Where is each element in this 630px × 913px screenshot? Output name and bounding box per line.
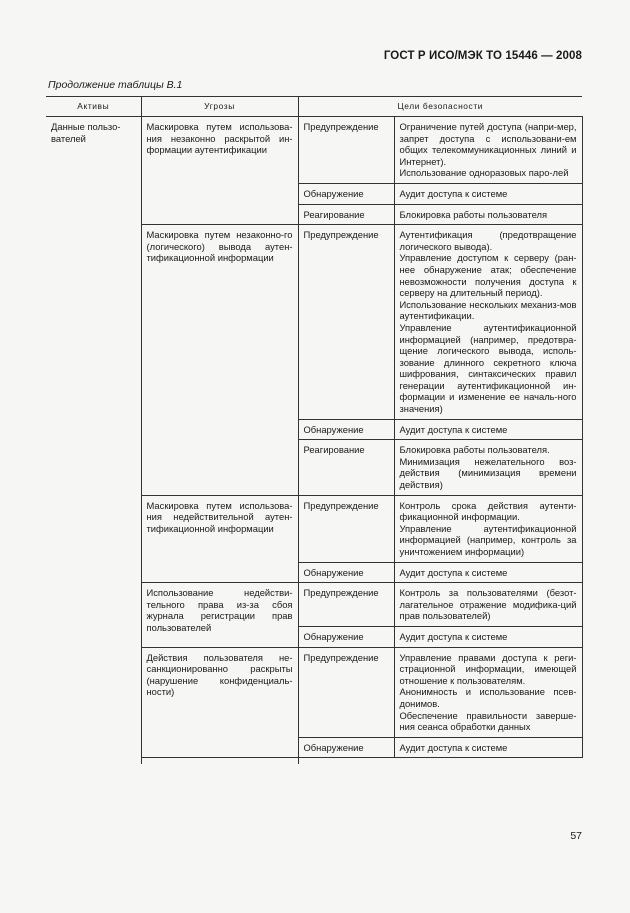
objective-type-cell: Обнаружение: [298, 737, 394, 758]
threat-cell: Маскировка путем незаконно-го (логического) вывода аутен-тификационной информации: [141, 225, 298, 495]
continuation-objective-cell: [298, 758, 582, 765]
security-measure-cell: Ограничение путей доступа (напри-мер, запрет доступа с использовани-ем общих телекоммуникационных линий и Интернет). Использование одноразовых паро-лей: [394, 117, 582, 184]
objective-type-cell: Реагирование: [298, 204, 394, 225]
security-measure-cell: Аудит доступа к системе: [394, 183, 582, 204]
objective-type-cell: Обнаружение: [298, 626, 394, 647]
table-row: [46, 117, 582, 184]
security-measure-cell: Аудит доступа к системе: [394, 737, 582, 758]
column-header-threats: Угрозы: [141, 97, 298, 117]
security-measure-cell: Контроль срока действия аутенти-фикационной информации. Управление аутентификационной информацией (например, контроль за уничтожением информации): [394, 495, 582, 562]
security-measure-cell: Управление правами доступа к реги-страционной информации, имеющей отношение к пользователям. Анонимность и использование псев-донимов. Обеспечение правильности заверше-ния сеанса обработки данных: [394, 647, 582, 737]
threat-cell: Маскировка путем использова-ния незаконно раскрытой ин-формации аутентификации: [141, 117, 298, 225]
table-body: [46, 117, 582, 765]
security-measure-cell: Аутентификация (предотвращение логического вывода). Управление доступом к серверу (ран-нее обнаружение атак; обеспечение невозможности получения доступа к серверу на длительный период). Использование нескольких механиз-мов аутентификации. Управление аутентификационной информацией (например, предотвра-щение логического вывода, исполь-зование длинного секретного ключа шифрования, синтаксических правил генерации аутентификационной ин-формации и изменение ее началь-ного значения): [394, 225, 582, 420]
objective-type-cell: Предупреждение: [298, 117, 394, 184]
objective-type-cell: Предупреждение: [298, 647, 394, 737]
security-measure-cell: Аудит доступа к системе: [394, 562, 582, 583]
security-objectives-table: [46, 96, 583, 764]
threat-cell: Маскировка путем использова-ния недействительной аутен-тификационной информации: [141, 495, 298, 583]
table-header-row: [46, 97, 582, 117]
asset-cell: Данные пользо-вателей: [46, 117, 141, 765]
objective-type-cell: Обнаружение: [298, 562, 394, 583]
security-measure-cell: Аудит доступа к системе: [394, 626, 582, 647]
page-number: 57: [570, 830, 582, 842]
objective-type-cell: Предупреждение: [298, 495, 394, 562]
security-measure-cell: Блокировка работы пользователя. Минимизация нежелательного воз-действия (минимизация времени действия): [394, 440, 582, 495]
security-measure-cell: Аудит доступа к системе: [394, 419, 582, 440]
continuation-threat-cell: [141, 758, 298, 765]
document-header-title: ГОСТ Р ИСО/МЭК ТО 15446 — 2008: [383, 50, 582, 62]
security-measure-cell: Блокировка работы пользователя: [394, 204, 582, 225]
objective-type-cell: Обнаружение: [298, 419, 394, 440]
column-header-security-objectives: Цели безопасности: [298, 97, 582, 117]
objective-type-cell: Предупреждение: [298, 225, 394, 420]
threat-cell: Использование недействи-тельного права из-за сбоя журнала регистрации прав пользователей: [141, 583, 298, 647]
security-measure-cell: Контроль за пользователями (безот-лагательное отражение модифика-ций прав пользователей): [394, 583, 582, 627]
table-caption: Продолжение таблицы В.1: [48, 79, 183, 91]
objective-type-cell: Предупреждение: [298, 583, 394, 627]
column-header-assets: Активы: [46, 97, 141, 117]
threat-cell: Действия пользователя не-санкционированно раскрыты (нарушение конфиденциаль-ности): [141, 647, 298, 758]
objective-type-cell: Обнаружение: [298, 183, 394, 204]
objective-type-cell: Реагирование: [298, 440, 394, 495]
